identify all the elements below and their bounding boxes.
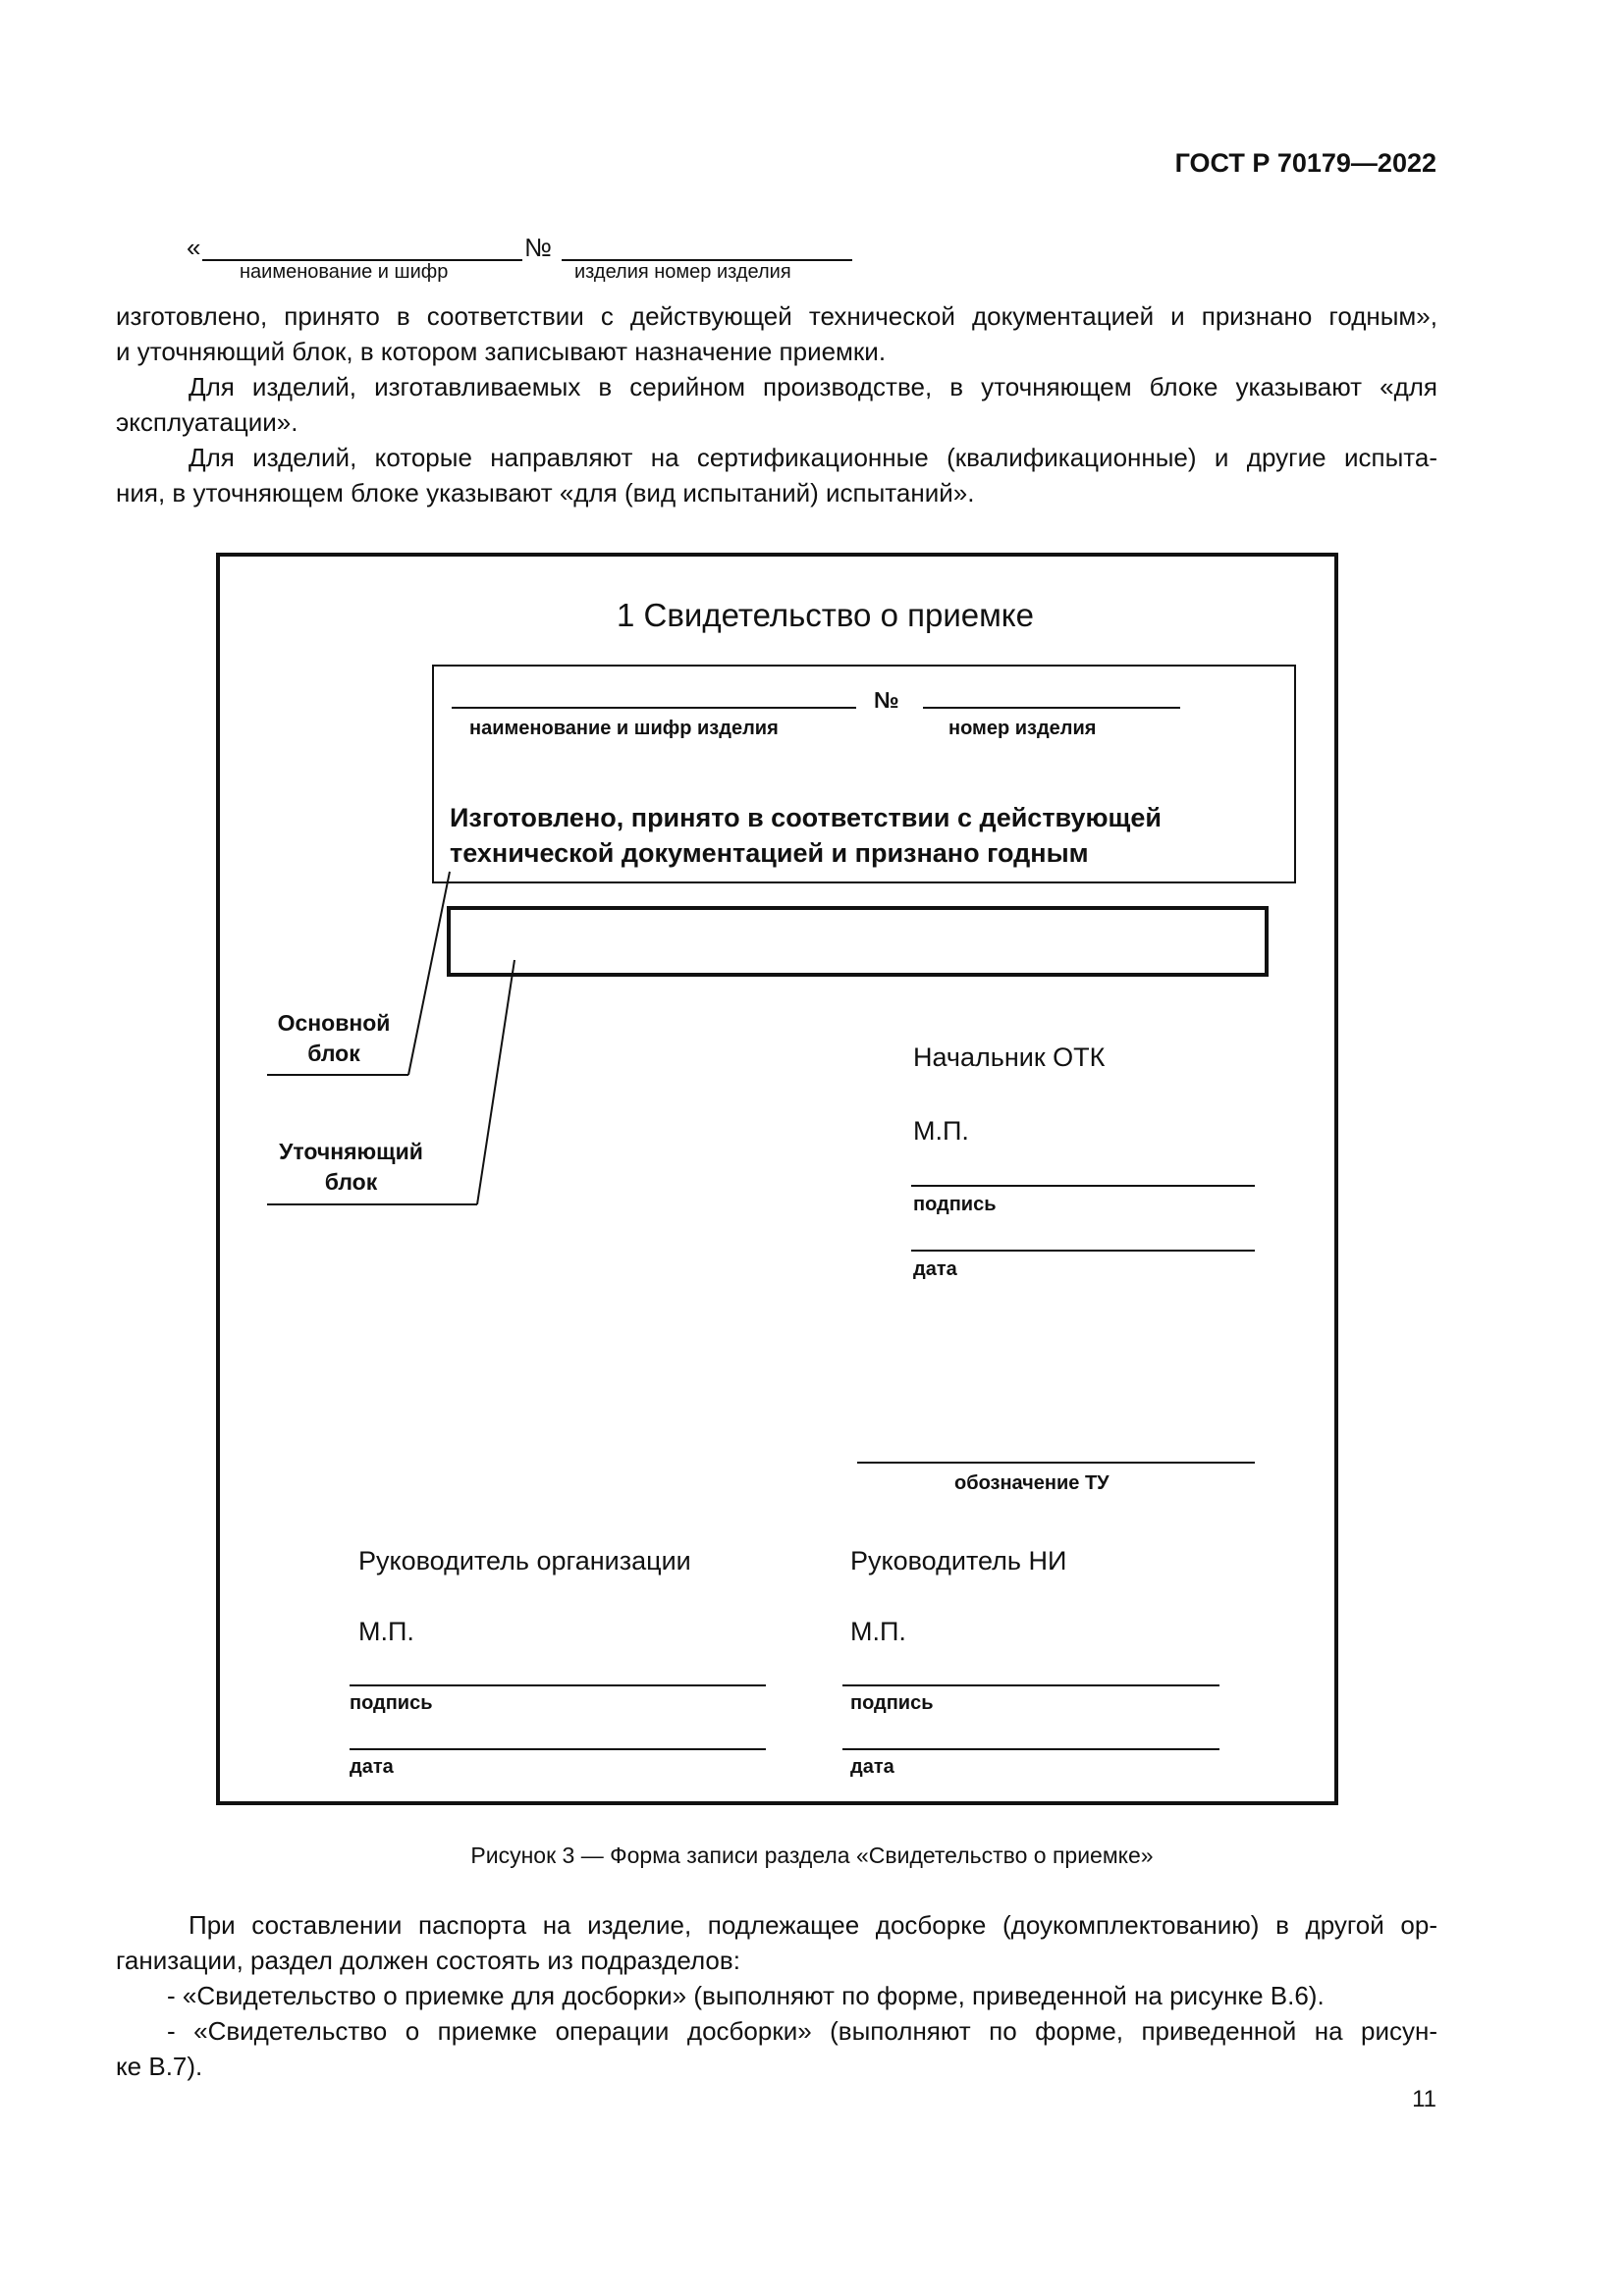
org-date-line — [350, 1748, 766, 1750]
label-specifying-block: Уточняющий блок — [279, 1139, 423, 1195]
quote-open: « — [187, 233, 201, 262]
ni-signature-line — [842, 1684, 1219, 1686]
otk-signature-line — [911, 1185, 1255, 1187]
org-head-stamp: М.П. — [358, 1617, 414, 1646]
org-signature-label: подпись — [350, 1692, 433, 1714]
document-id: ГОСТ Р 70179—2022 — [1174, 148, 1436, 178]
otk-date-label: дата — [913, 1258, 957, 1280]
ni-date-line — [842, 1748, 1219, 1750]
intro-paragraph-3: Для изделий, которые направляют на сертификационные (квалификационные) и другие испыта- ния, в уточняющем блоке указывают «для (вид испытаний) испытаний». — [116, 443, 1437, 507]
main-caption-name: наименование и шифр изделия — [469, 718, 779, 739]
otk-stamp: М.П. — [913, 1116, 969, 1146]
otk-date-line — [911, 1250, 1255, 1252]
tu-line — [857, 1462, 1255, 1464]
page-number: 11 — [1412, 2086, 1436, 2112]
number-sign: № — [524, 233, 552, 262]
caption-name: наименование и шифр — [240, 261, 449, 283]
figure-caption: Рисунок 3 — Форма записи раздела «Свидетельство о приемке» — [470, 1842, 1154, 1868]
outro-paragraph-1: При составлении паспорта на изделие, подлежащее досборке (доукомплектованию) в другой ор- ганизации, раздел должен состоять из подразделов: — [116, 1910, 1437, 1975]
org-date-label: дата — [350, 1756, 394, 1778]
otk-title: Начальник ОТК — [913, 1042, 1106, 1072]
ni-head-stamp: М.П. — [850, 1617, 906, 1646]
caption-number: изделия номер изделия — [574, 261, 791, 283]
label-main-block: Основной блок — [277, 1010, 391, 1066]
outro-item-1: - «Свидетельство о приемке для досборки» (выполняют по форме, приведенной на рисунке В.6). — [167, 1981, 1325, 2010]
intro-paragraph-2: Для изделий, изготавливаемых в серийном производстве, в уточняющем блоке указывают «для эксплуатации». — [116, 372, 1437, 437]
intro-paragraph-1: изготовлено, принято в соответствии с действующей технической документацией и признано годным», и уточняющий блок, в котором записывают назначение приемки. — [116, 301, 1437, 366]
main-number-sign: № — [874, 687, 899, 713]
outro-item-2: - «Свидетельство о приемке операции досборки» (выполняют по форме, приведенной на рисун- ке В.7). — [116, 2016, 1437, 2081]
org-signature-line — [350, 1684, 766, 1686]
main-caption-number: номер изделия — [948, 718, 1097, 739]
ni-date-label: дата — [850, 1756, 894, 1778]
tu-label: обозначение ТУ — [954, 1472, 1110, 1494]
ni-signature-label: подпись — [850, 1692, 934, 1714]
org-head-title: Руководитель организации — [358, 1546, 691, 1575]
main-text: Изготовлено, принято в соответствии с действующей технической документацией и признано годным — [450, 803, 1162, 868]
otk-signature-label: подпись — [913, 1194, 997, 1215]
figure-title: 1 Свидетельство о приемке — [617, 597, 1034, 633]
ni-head-title: Руководитель НИ — [850, 1546, 1067, 1575]
